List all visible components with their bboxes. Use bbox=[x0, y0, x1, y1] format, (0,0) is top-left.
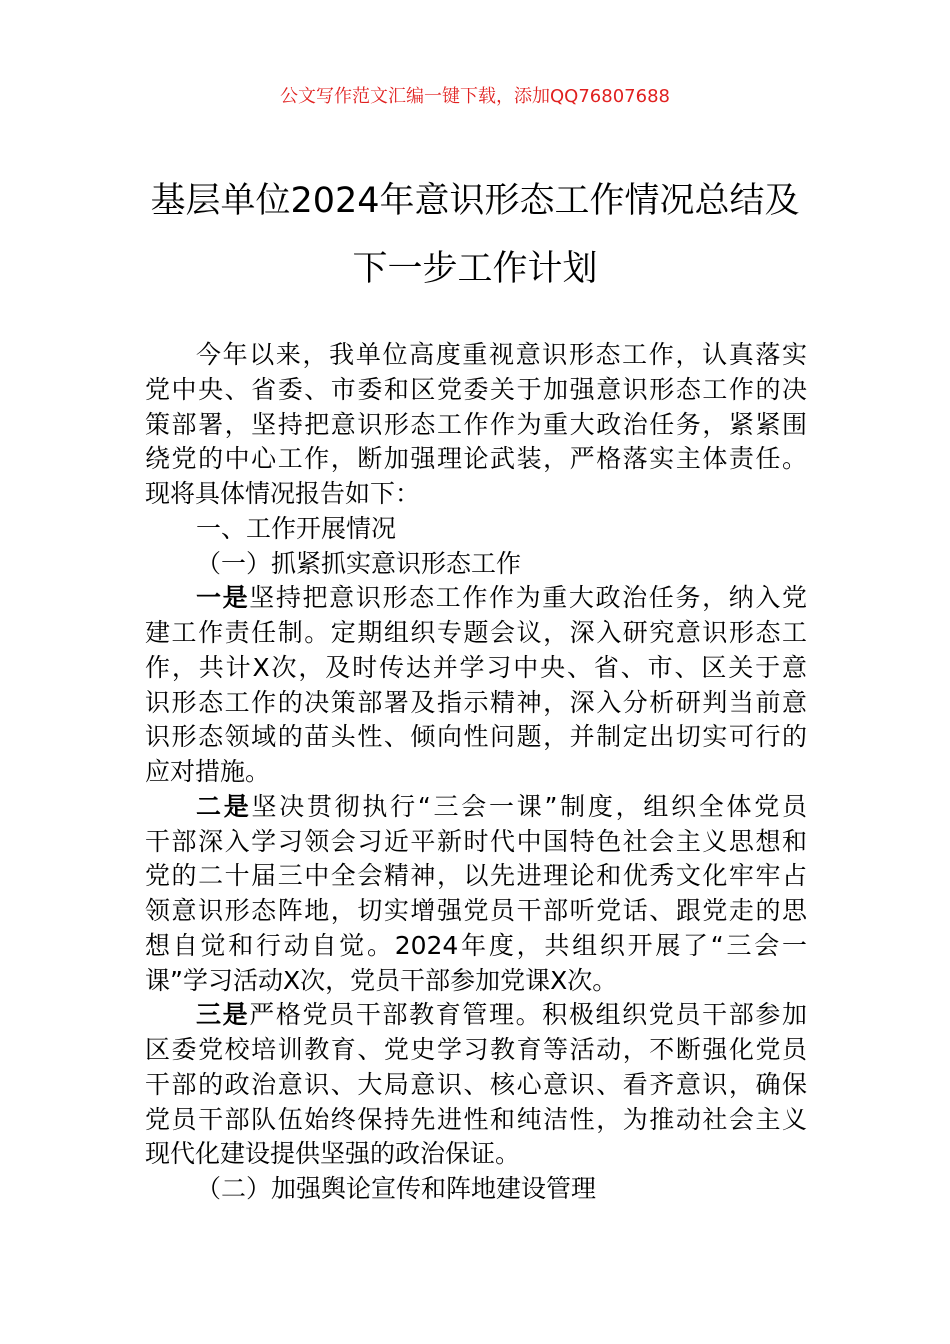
item-line: 区委党校培训教育、党史学习教育等活动，不断强化党员 bbox=[145, 1035, 807, 1064]
watermark-banner: 公文写作范文汇编一键下载，添加QQ76807688 bbox=[280, 86, 670, 107]
item-text: 坚决贯彻执行“三会一课”制度，组织全体党员 bbox=[251, 791, 807, 821]
item-line: 领意识形态阵地，切实增强党员干部听党话、跟党走的思 bbox=[145, 896, 807, 925]
subsection-heading: （一）抓紧抓实意识形态工作 bbox=[196, 548, 522, 578]
intro-line: 现将具体情况报告如下： bbox=[145, 479, 421, 508]
intro-line: 策部署，坚持把意识形态工作作为重大政治任务，紧紧围 bbox=[145, 409, 807, 439]
document-body bbox=[145, 338, 807, 1207]
intro-line: 今年以来，我单位高度重视意识形态工作，认真落实 bbox=[196, 340, 807, 369]
item-line: 作，共计X次，及时传达并学习中央、省、市、区关于意 bbox=[145, 652, 807, 682]
item-line: 党的二十届三中全会精神，以先进理论和优秀文化牢牢占 bbox=[145, 861, 807, 891]
subsection-heading: （二）加强舆论宣传和阵地建设管理 bbox=[196, 1174, 597, 1203]
item-line: 应对措施。 bbox=[145, 757, 271, 786]
item-line: 党员干部队伍始终保持先进性和纯洁性，为推动社会主义 bbox=[145, 1104, 807, 1134]
item-text: 坚持把意识形态工作作为重大政治任务，纳入党 bbox=[249, 583, 807, 613]
intro-line: 党中央、省委、市委和区党委关于加强意识形态工作的决 bbox=[145, 374, 807, 404]
intro-line: 绕党的中心工作，断加强理论武装，严格落实主体责任。 bbox=[145, 444, 807, 474]
item-lead: 二是 bbox=[196, 791, 252, 821]
item-lead: 三是 bbox=[196, 1000, 250, 1030]
item-line: 现代化建设提供坚强的政治保证。 bbox=[145, 1139, 521, 1169]
item-line: 干部的政治意识、大局意识、核心意识、看齐意识，确保 bbox=[145, 1069, 807, 1099]
item-text: 严格党员干部教育管理。积极组织党员干部参加 bbox=[249, 1000, 807, 1030]
item-line: 建工作责任制。定期组织专题会议，深入研究意识形态工 bbox=[145, 618, 807, 647]
item-line: 干部深入学习领会习近平新时代中国特色社会主义思想和 bbox=[145, 826, 807, 856]
section-heading: 一、工作开展情况 bbox=[196, 513, 397, 543]
item-first-line bbox=[145, 998, 807, 1033]
item-first-line bbox=[145, 790, 807, 825]
item-line: 识形态领域的苗头性、倾向性问题，并制定出切实可行的 bbox=[145, 722, 807, 752]
item-lead: 一是 bbox=[196, 583, 250, 613]
item-line: 课”学习活动X次，党员干部参加党课X次。 bbox=[145, 965, 618, 995]
item-line: 想自觉和行动自觉。2024年度，共组织开展了“三会一 bbox=[145, 930, 807, 960]
document-title-line-1: 基层单位2024年意识形态工作情况总结及 bbox=[150, 181, 800, 221]
item-line: 识形态工作的决策部署及指示精神，深入分析研判当前意 bbox=[145, 687, 807, 717]
document-title-line-2: 下一步工作计划 bbox=[352, 249, 598, 289]
item-first-line bbox=[145, 581, 807, 616]
